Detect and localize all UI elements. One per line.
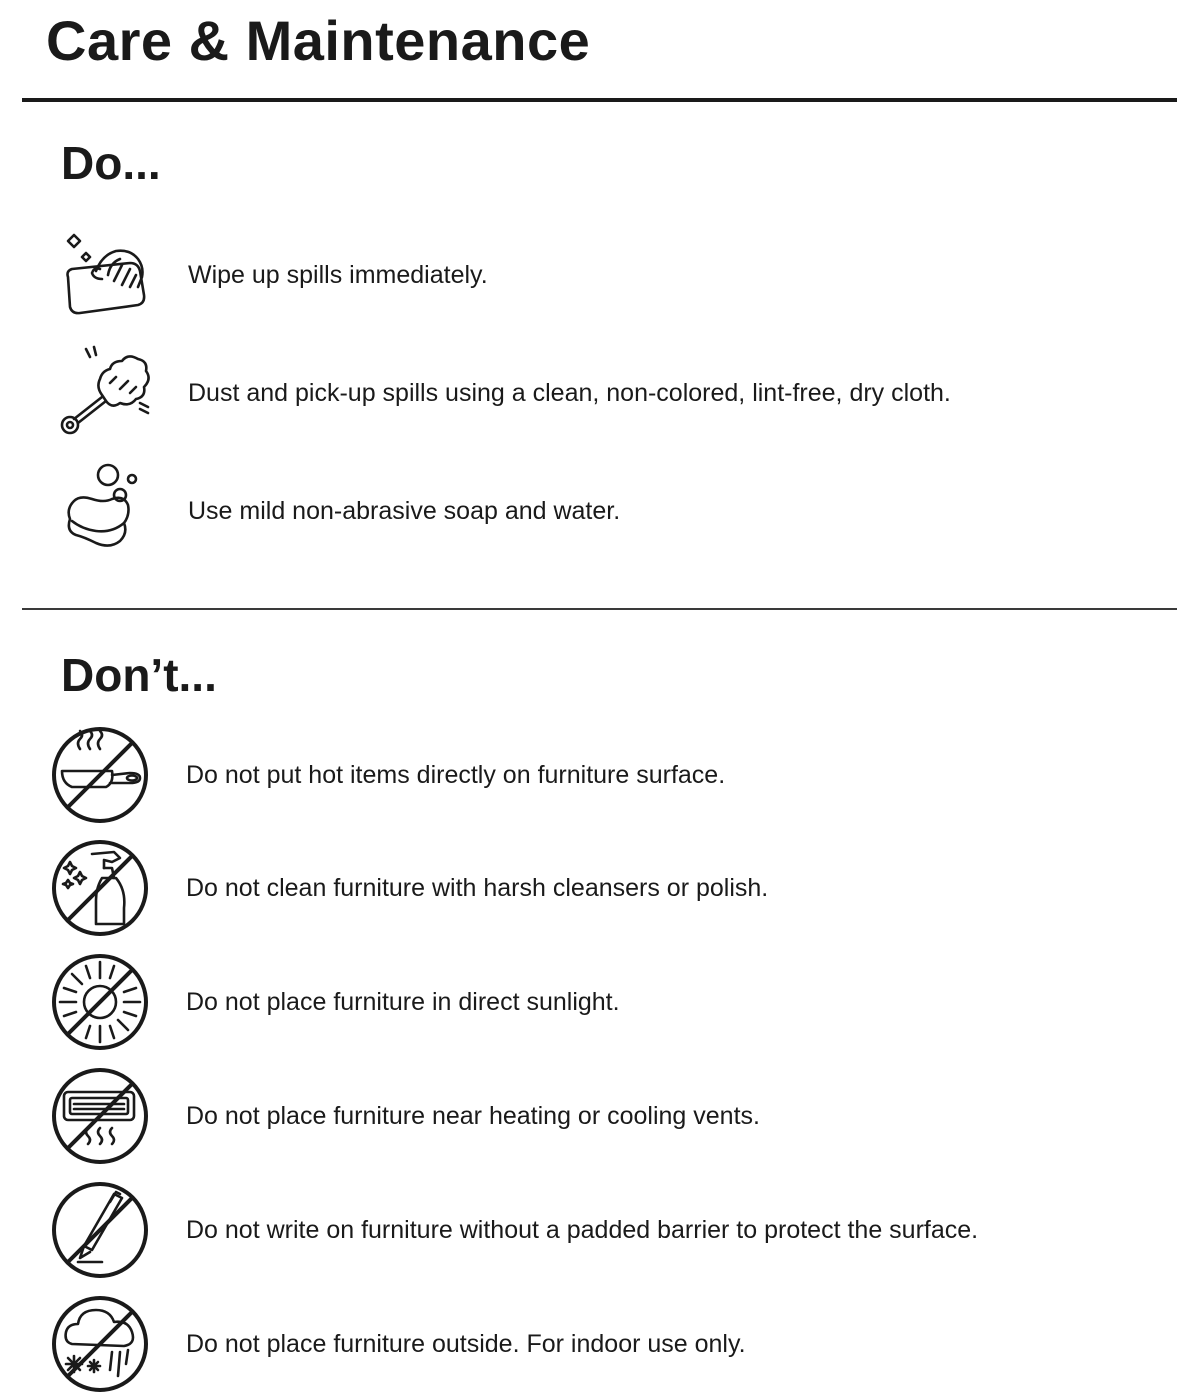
dont-item-write (0, 1180, 1200, 1280)
dont-item-text: Do not place furniture in direct sunlight. (186, 988, 620, 1016)
dont-item-sunlight (0, 952, 1200, 1052)
no-spray-cleaner-icon (50, 838, 154, 938)
do-item-text: Wipe up spills immediately. (188, 261, 488, 289)
no-sunlight-icon (50, 952, 154, 1052)
no-outdoor-weather-icon (50, 1294, 154, 1394)
duster-icon (50, 343, 154, 443)
dont-item-text: Do not put hot items directly on furniture surface. (186, 761, 726, 789)
no-pen-icon (50, 1180, 154, 1280)
dont-item-text: Do not write on furniture without a padded barrier to protect the surface. (186, 1216, 979, 1244)
dont-item-text: Do not place furniture outside. For indoor use only. (186, 1330, 746, 1358)
no-hot-pan-icon (50, 725, 154, 825)
title-divider (22, 98, 1177, 102)
do-item-wipe (0, 225, 1200, 325)
page-title: Care & Maintenance (46, 9, 591, 72)
do-heading: Do... (61, 137, 161, 189)
soap-icon (50, 461, 154, 561)
do-item-soap (0, 461, 1200, 561)
dont-item-outside (0, 1294, 1200, 1394)
no-vent-icon (50, 1066, 154, 1166)
dont-item-text: Do not clean furniture with harsh cleansers or polish. (186, 874, 769, 902)
do-item-text: Dust and pick-up spills using a clean, non-colored, lint-free, dry cloth. (188, 379, 951, 407)
do-item-dust (0, 343, 1200, 443)
wipe-hand-icon (50, 225, 154, 325)
dont-item-hot-items (0, 725, 1200, 825)
section-divider (22, 608, 1177, 610)
dont-item-harsh-cleansers (0, 838, 1200, 938)
dont-heading: Don’t... (61, 649, 217, 701)
dont-item-text: Do not place furniture near heating or cooling vents. (186, 1102, 760, 1130)
do-item-text: Use mild non-abrasive soap and water. (188, 497, 621, 525)
dont-item-vents (0, 1066, 1200, 1166)
